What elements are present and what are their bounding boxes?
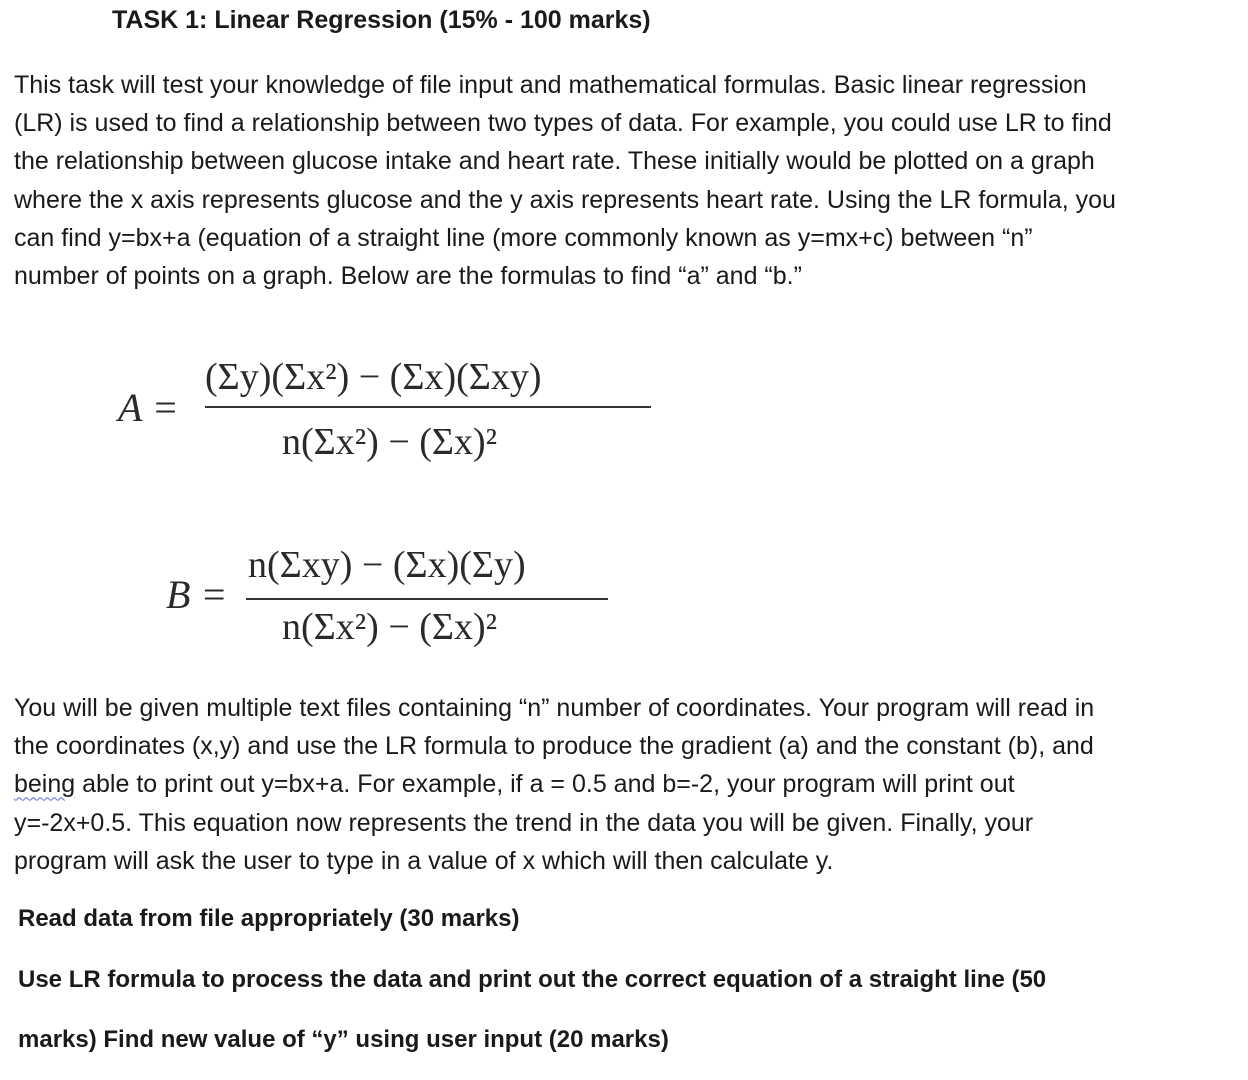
details-line: y=-2x+0.5. This equation now represents the trend in the data you will be given. Finally, your — [14, 808, 1034, 837]
details-line: the coordinates (x,y) and use the LR formula to produce the gradient (a) and the constant (b), and — [14, 732, 1094, 761]
marking-criterion-lr-formula: Use LR formula to process the data and print out the correct equation of a straight line (50 — [18, 966, 1047, 993]
marking-criterion-user-input: marks) Find new value of “y” using user input (20 marks) — [18, 1026, 669, 1053]
formula-a-lhs: A = — [118, 385, 179, 430]
details-paragraph — [14, 689, 1219, 880]
formula-b-denominator: n(Σx²) − (Σx)² — [282, 606, 498, 648]
formula-b-numerator: n(Σxy) − (Σx)(Σy) — [248, 544, 526, 586]
intro-line: This task will test your knowledge of file input and mathematical formulas. Basic linear regression — [14, 71, 1087, 99]
formula-a-fraction-bar — [205, 406, 651, 408]
intro-line: can find y=bx+a (equation of a straight line (more commonly known as y=mx+c) between “n” — [14, 223, 1033, 252]
formula-a-numerator: (Σy)(Σx²) − (Σx)(Σxy) — [205, 356, 542, 398]
marking-criterion-read-data: Read data from file appropriately (30 marks) — [18, 905, 520, 932]
spellcheck-flagged-word: being — [14, 770, 76, 799]
details-line-rest: able to print out y=bx+a. For example, if a = 0.5 and b=-2, your program will print out — [75, 770, 1015, 799]
formula-b-fraction-bar — [246, 598, 608, 600]
formula-a-denominator: n(Σx²) − (Σx)² — [282, 421, 498, 463]
task-heading: TASK 1: Linear Regression (15% - 100 marks) — [112, 6, 651, 34]
intro-line: (LR) is used to find a relationship between two types of data. For example, you could use LR to find — [14, 109, 1112, 138]
details-line: program will ask the user to type in a value of x which will then calculate y. — [14, 846, 834, 875]
details-line: You will be given multiple text files containing “n” number of coordinates. Your program will read in — [14, 694, 1095, 722]
formula-b-lhs: B = — [166, 572, 228, 617]
intro-line: where the x axis represents glucose and the y axis represents heart rate. Using the LR formula, you — [14, 185, 1116, 214]
intro-paragraph — [14, 66, 1219, 295]
intro-line: number of points on a graph. Below are the formulas to find “a” and “b.” — [14, 262, 802, 291]
intro-line: the relationship between glucose intake and heart rate. These initially would be plotted on a graph — [14, 147, 1095, 176]
details-line — [14, 765, 1219, 803]
